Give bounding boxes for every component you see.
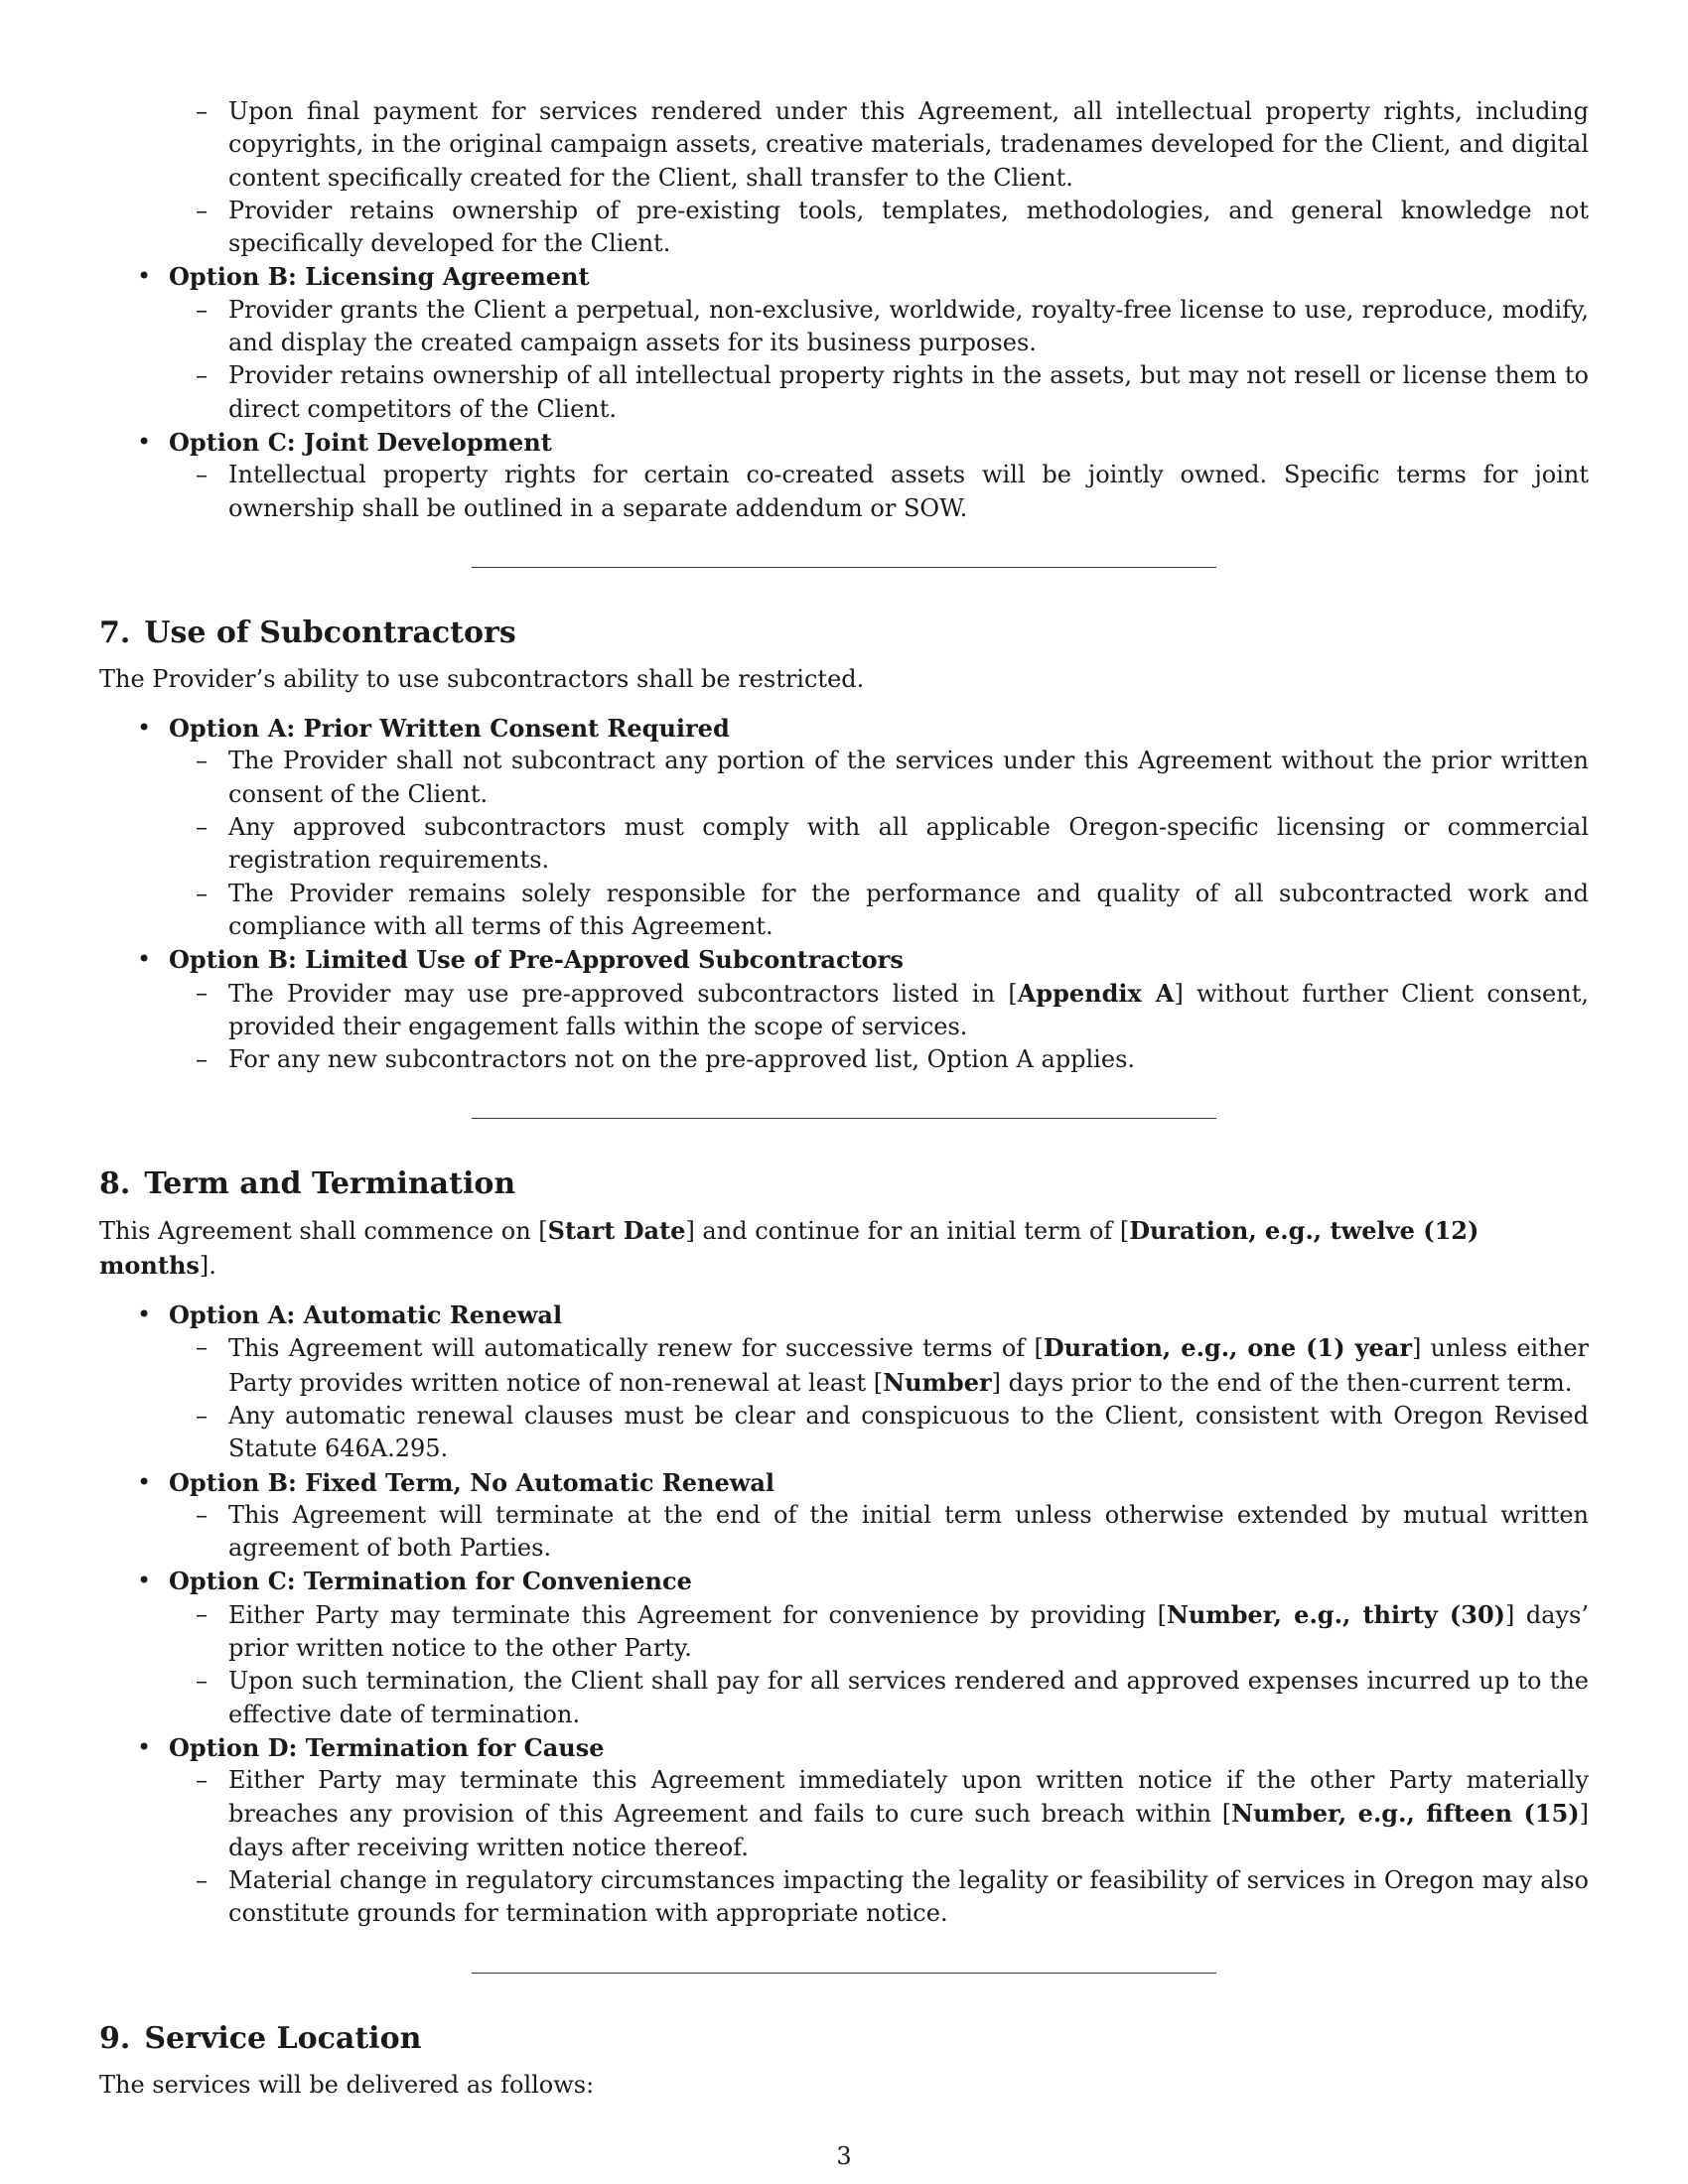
option-d-cause: [99, 1731, 1589, 1931]
section-heading-7: [99, 614, 1589, 653]
list-item: – Upon such termination, the Client shall pay for all services rendered and approved expenses incurred up to the effective date of termination.: [169, 1665, 1589, 1731]
placeholder-field: Number, e.g., thirty (30): [1166, 1599, 1506, 1629]
subcontractor-options: [99, 712, 1589, 1076]
placeholder-field: Number, e.g., fifteen (15): [1231, 1799, 1580, 1829]
section-title: Use of Subcontractors: [144, 614, 516, 650]
section-title: Term and Termination: [144, 1166, 516, 1202]
section-intro: The services will be delivered as follows:: [99, 2070, 595, 2099]
list-item: – This Agreement will terminate at the end of the initial term unless otherwise extended by mutual written agreement of both Parties.: [169, 1499, 1589, 1566]
list-item: – Any approved subcontractors must comply with all applicable Oregon-specific licensing or commercial registration requirements.: [169, 811, 1589, 878]
list-item: [169, 977, 1589, 1044]
list-item: – Provider retains ownership of pre-existing tools, templates, methodologies, and general knowledge not specifically developed for the Client.: [169, 195, 1589, 261]
option-b-licensing: [99, 260, 1589, 425]
placeholder-field: Start Date: [547, 1216, 686, 1246]
option-title: • Option C: Joint Development: [169, 427, 552, 457]
text-run: ] days after receiving written notice thereof.: [228, 1800, 1589, 1861]
option-title: • Option A: Prior Written Consent Required: [169, 714, 730, 744]
list-item: [169, 1331, 1589, 1400]
option-c-joint: [99, 426, 1589, 525]
section-heading-8: [99, 1164, 1589, 1204]
section-divider: [472, 1973, 1216, 1974]
option-b-preapproved: [99, 943, 1589, 1076]
ip-options-continued: [99, 95, 1589, 260]
page-number: 3: [836, 2142, 852, 2170]
list-item: – Material change in regulatory circumstances impacting the legality or feasibility of services in Oregon may also constitute grounds for termination with appropriate notice.: [169, 1864, 1589, 1931]
section-number: 8.: [99, 1166, 131, 1202]
section-number: 9.: [99, 2020, 131, 2056]
text-run: ] unless either Party provides written notice of non-renewal at least [: [228, 1334, 1589, 1397]
option-a-continued: [99, 95, 1589, 260]
list-item: – Any automatic renewal clauses must be clear and conspicuous to the Client, consistent with Oregon Revised Statute 646A.295.: [169, 1400, 1589, 1466]
placeholder-field: Number: [883, 1367, 992, 1397]
term-options: [99, 1298, 1589, 1931]
list-item: [169, 1764, 1589, 1864]
list-item: – For any new subcontractors not on the pre-approved list, Option A applies.: [169, 1043, 1589, 1076]
placeholder-field: Appendix A: [1017, 978, 1175, 1008]
section-divider: [472, 1118, 1216, 1119]
document-page: [99, 95, 1589, 2102]
list-item: – Provider grants the Client a perpetual, non-exclusive, worldwide, royalty-free license to use, reproduce, modify, and display the created campaign assets for its business purposes.: [169, 294, 1589, 360]
placeholder-field: Duration, e.g., one (1) year: [1043, 1333, 1412, 1363]
option-title: • Option A: Automatic Renewal: [169, 1300, 563, 1330]
option-title: • Option B: Licensing Agreement: [169, 262, 590, 292]
text-run: Either Party may terminate this Agreement for convenience by providing [: [228, 1600, 1167, 1629]
placeholder-field: Duration, e.g., twelve (12) months: [99, 1216, 1479, 1280]
section-intro: The Provider’s ability to use subcontractors shall be restricted.: [99, 664, 865, 693]
list-item: – Intellectual property rights for certain co-created assets will be jointly owned. Specific terms for joint ownership shall be outlined in a separate addendum or SOW.: [169, 459, 1589, 525]
option-title: • Option B: Fixed Term, No Automatic Renewal: [169, 1467, 775, 1497]
text-run: ] without further Client consent, provided their engagement falls within the scope of services.: [228, 979, 1589, 1040]
section-intro: [99, 1214, 1589, 1283]
option-title: • Option B: Limited Use of Pre-Approved Subcontractors: [169, 945, 904, 975]
list-item: – The Provider shall not subcontract any portion of the services under this Agreement without the prior written consent of the Client.: [169, 745, 1589, 811]
text-run: ].: [199, 1251, 216, 1280]
text-run: The Provider may use pre-approved subcontractors listed in [: [228, 979, 1018, 1008]
section-title: Service Location: [144, 2020, 422, 2056]
text-run: ] days prior to the end of the then-current term.: [991, 1368, 1573, 1397]
section-heading-9: [99, 2019, 1589, 2059]
section-divider: [472, 567, 1216, 568]
option-a-consent: [99, 712, 1589, 943]
option-c-convenience: [99, 1565, 1589, 1730]
text-run: ] and continue for an initial term of [: [685, 1217, 1130, 1246]
list-item: – Provider retains ownership of all intellectual property rights in the assets, but may not resell or license them to direct competitors of the Client.: [169, 359, 1589, 426]
option-b-fixed: [99, 1466, 1589, 1566]
text-run: This Agreement will automatically renew for successive terms of [: [228, 1334, 1044, 1363]
ip-options: [99, 260, 1589, 524]
list-item: – Upon final payment for services rendered under this Agreement, all intellectual property rights, including copyrights, in the original campaign assets, creative materials, tradenames developed for the Client, and digital content specifically created for the Client, shall transfer to the Client.: [169, 95, 1589, 195]
list-item: – The Provider remains solely responsible for the performance and quality of all subcontracted work and compliance with all terms of this Agreement.: [169, 878, 1589, 944]
text-run: This Agreement shall commence on [: [99, 1217, 548, 1246]
text-run: ] days’ prior written notice to the other Party.: [228, 1600, 1589, 1662]
text-run: Either Party may terminate this Agreement immediately upon written notice if the other Party materially breaches any provision of this Agreement and fails to cure such breach within [: [228, 1766, 1589, 1829]
section-number: 7.: [99, 614, 131, 650]
option-title: • Option C: Termination for Convenience: [169, 1567, 692, 1596]
option-a-renewal: [99, 1298, 1589, 1465]
list-item: [169, 1598, 1589, 1666]
option-title: • Option D: Termination for Cause: [169, 1732, 605, 1762]
